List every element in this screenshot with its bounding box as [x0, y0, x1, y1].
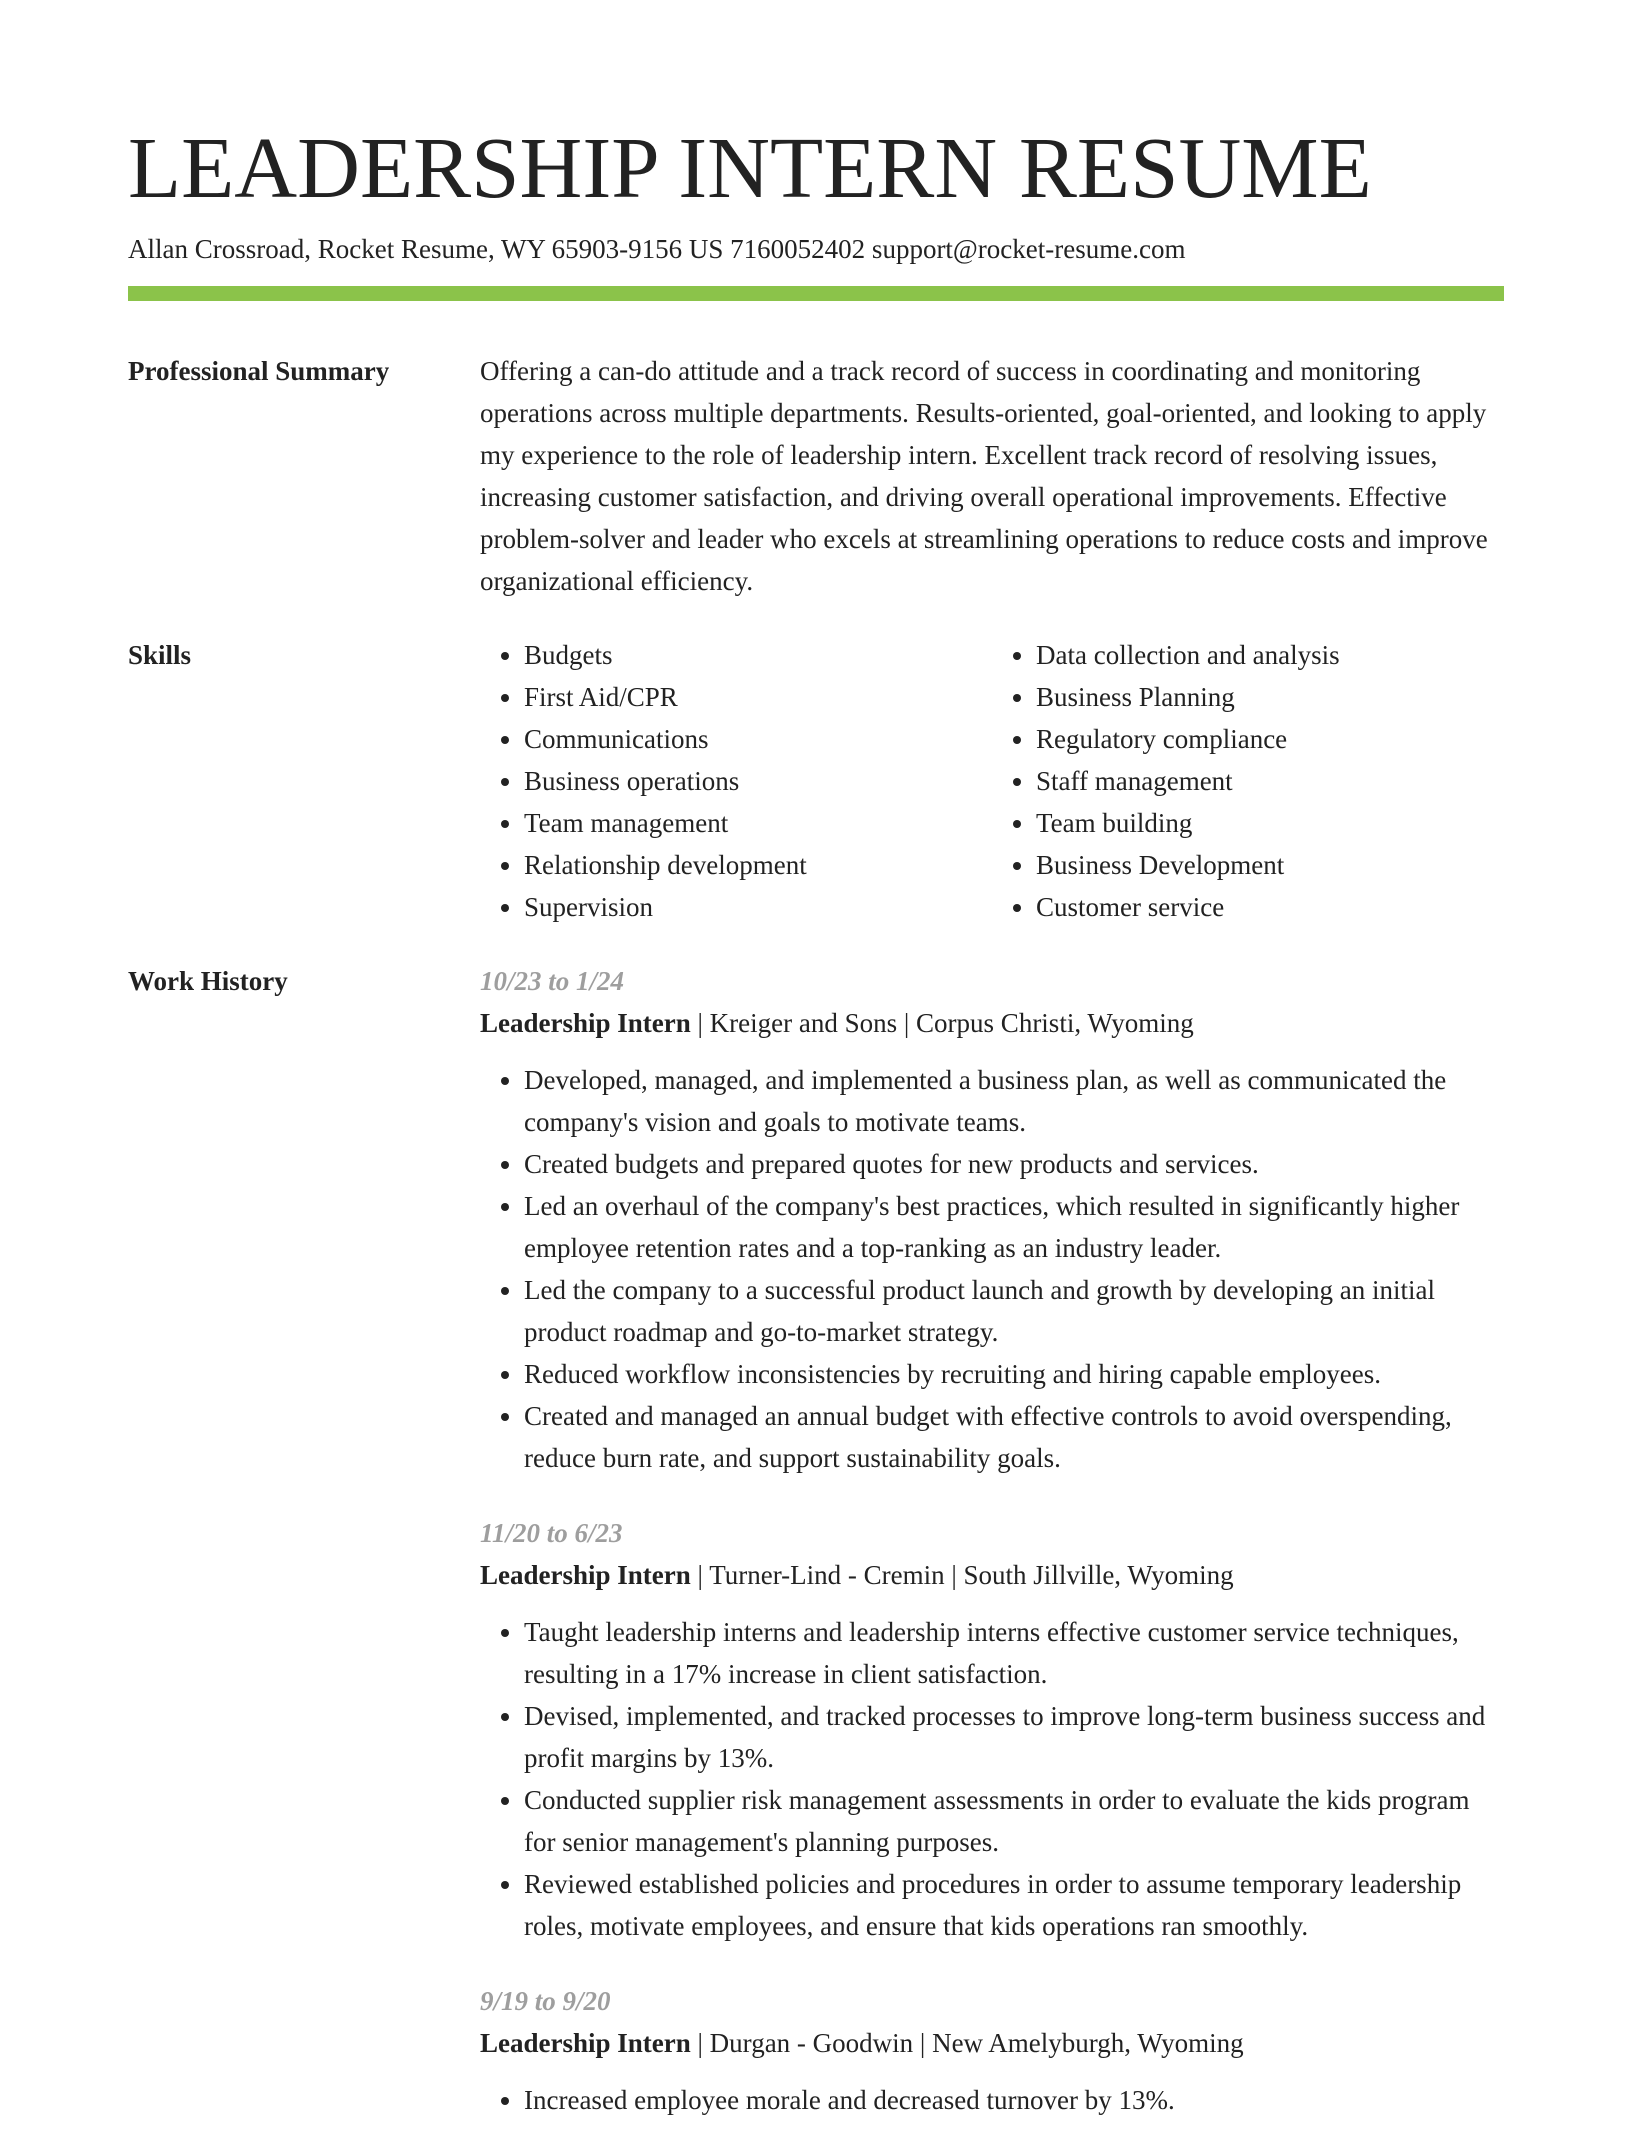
skill-item: • Budgets [524, 634, 992, 676]
summary-text: Offering a can-do attitude and a track record of success in coordinating and monitoring operations across multiple departments. Results-oriented, goal-oriented, and looking to apply my experience to the role of leadership intern. Excellent track record of resolving issues, increasing customer satisfaction, and driving overall operational improvements. Effective problem-solver and leader who excels at streamlining operations to reduce costs and improve organizational efficiency. [480, 356, 1488, 596]
skill-item: • Supervision [524, 886, 992, 928]
job-bullet-list [480, 2079, 1504, 2121]
job-bullet: • Increased employee morale and decreased turnover by 13%. [524, 2079, 1504, 2121]
skill-item: • Regulatory compliance [1036, 718, 1504, 760]
job-role: Leadership Intern [480, 1560, 691, 1590]
job-bullet: • Developed, managed, and implemented a business plan, as well as communicated the company's vision and goals to motivate teams. [524, 1059, 1504, 1143]
skill-item: • Data collection and analysis [1036, 634, 1504, 676]
skill-item: • Team building [1036, 802, 1504, 844]
work-heading: Work History [128, 966, 288, 996]
job-bullet-list [480, 1611, 1504, 1947]
job-bullet: • Conducted supplier risk management assessments in order to evaluate the kids program for senior management's planning purposes. [524, 1779, 1504, 1863]
job-title-line [480, 1002, 1504, 1044]
skill-item: • Business Planning [1036, 676, 1504, 718]
job-bullet: • Reviewed established policies and procedures in order to assume temporary leadership roles, motivate employees, and ensure that kids operations ran smoothly. [524, 1863, 1504, 1947]
job-bullet-list [480, 1059, 1504, 1479]
work-body [480, 960, 1504, 2154]
job-bullet: • Devised, implemented, and tracked processes to improve long-term business success and profit margins by 13%. [524, 1695, 1504, 1779]
job-dates: 9/19 to 9/20 [480, 1986, 611, 2016]
summary-body [480, 350, 1504, 602]
job-entry [480, 1512, 1504, 1947]
job-dates: 11/20 to 6/23 [480, 1518, 623, 1548]
job-bullet: • Led the company to a successful product launch and growth by developing an initial product roadmap and go-to-market strategy. [524, 1269, 1504, 1353]
skill-item: • Communications [524, 718, 992, 760]
job-bullet: • Created and managed an annual budget with effective controls to avoid overspending, reduce burn rate, and support sustainability goals. [524, 1395, 1504, 1479]
contact-line: Allan Crossroad, Rocket Resume, WY 65903-9156 US 7160052402 support@rocket-resume.com [128, 234, 1186, 264]
skills-body [480, 634, 1504, 928]
job-bullet: • Taught leadership interns and leadership interns effective customer service techniques, resulting in a 17% increase in client satisfaction. [524, 1611, 1504, 1695]
job-dates: 10/23 to 1/24 [480, 966, 625, 996]
skill-item: • Business Development [1036, 844, 1504, 886]
skill-item: • Team management [524, 802, 992, 844]
skill-item: • Customer service [1036, 886, 1504, 928]
skills-list-right [992, 634, 1504, 928]
skills-heading: Skills [128, 640, 192, 670]
skill-item: • Relationship development [524, 844, 992, 886]
skill-item: • First Aid/CPR [524, 676, 992, 718]
skill-item: • Staff management [1036, 760, 1504, 802]
job-company-location: | Turner-Lind - Cremin | South Jillville, Wyoming [690, 1560, 1234, 1590]
resume-title: LEADERSHIP INTERN RESUME [128, 119, 1372, 216]
job-title-line [480, 1554, 1504, 1596]
job-bullet: • Led an overhaul of the company's best practices, which resulted in significantly higher employee retention rates and a top-ranking as an industry leader. [524, 1185, 1504, 1269]
skill-item: • Business operations [524, 760, 992, 802]
skills-list-left [480, 634, 992, 928]
job-bullet: • Reduced workflow inconsistencies by recruiting and hiring capable employees. [524, 1353, 1504, 1395]
job-bullet: • Created budgets and prepared quotes for new products and services. [524, 1143, 1504, 1185]
job-role: Leadership Intern [480, 1008, 691, 1038]
job-role: Leadership Intern [480, 2028, 691, 2058]
job-company-location: | Durgan - Goodwin | New Amelyburgh, Wyoming [690, 2028, 1244, 2058]
job-company-location: | Kreiger and Sons | Corpus Christi, Wyoming [690, 1008, 1194, 1038]
job-entry [480, 1980, 1504, 2121]
job-title-line [480, 2022, 1504, 2064]
summary-heading: Professional Summary [128, 356, 390, 386]
header-divider [128, 286, 1504, 301]
job-entry [480, 960, 1504, 1479]
